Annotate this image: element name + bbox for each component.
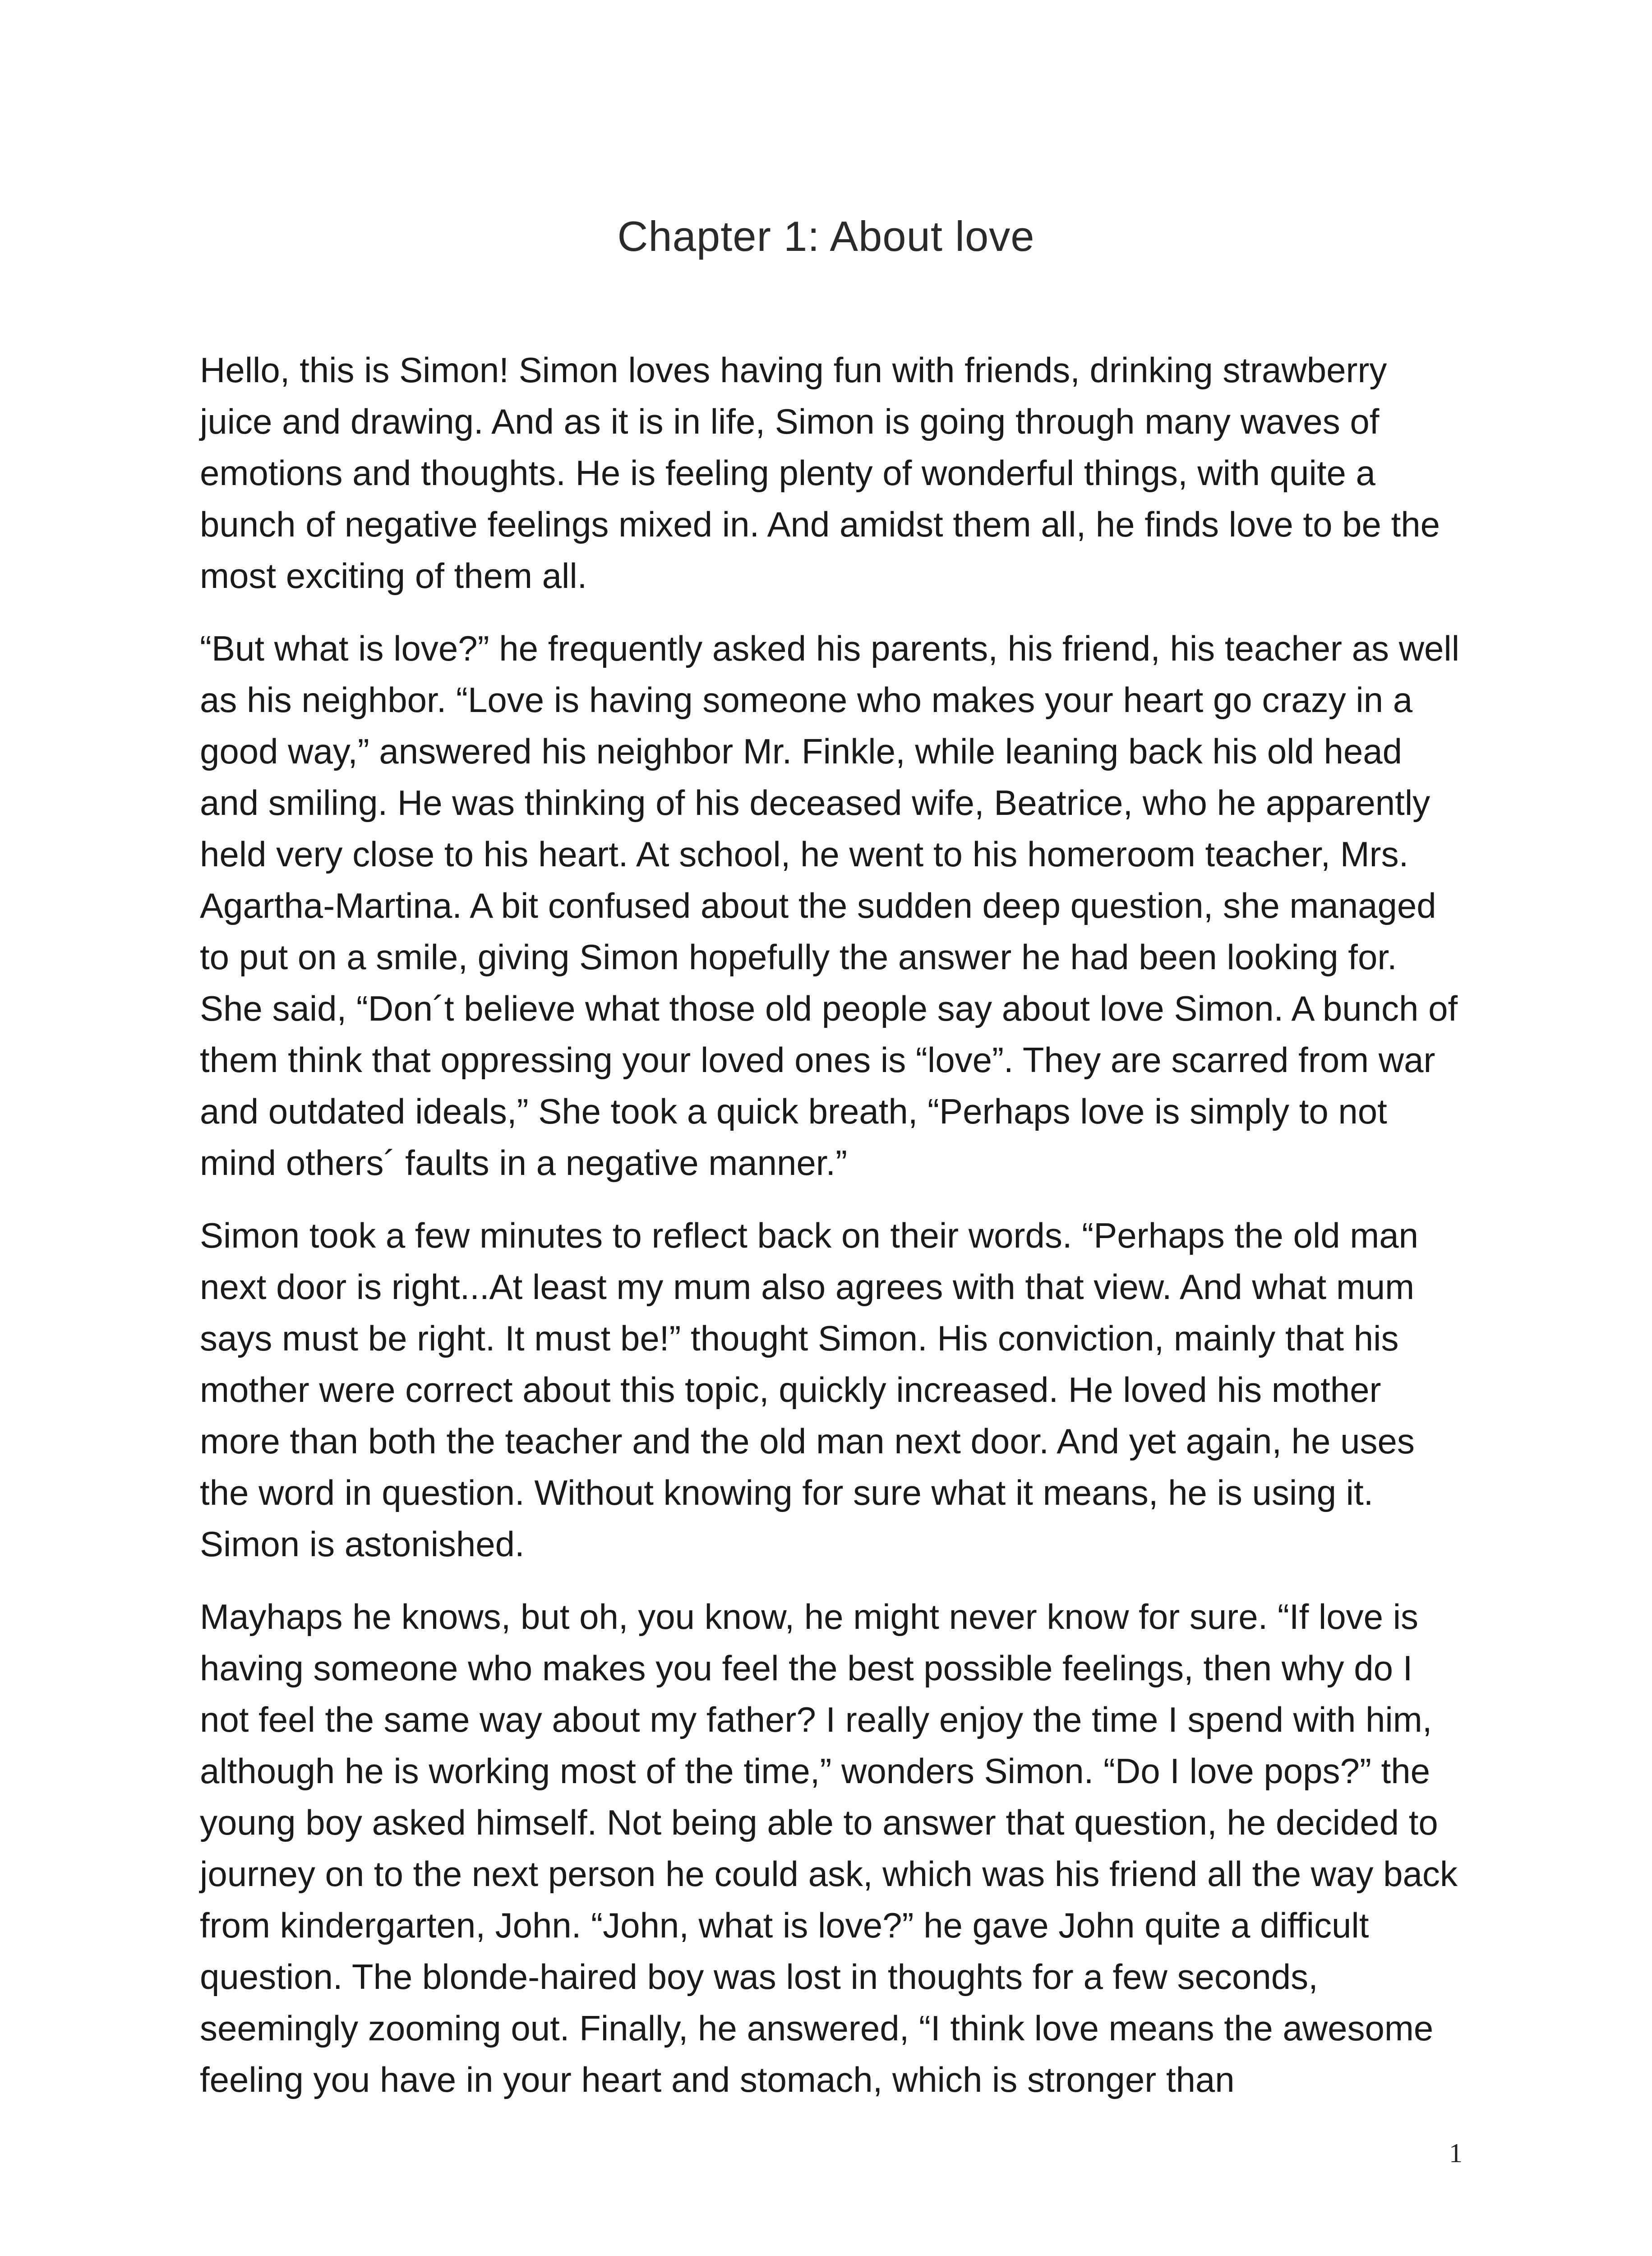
paragraph: Simon took a few minutes to reflect back on their words. “Perhaps the old man next door is right...At least my mum also agrees with that view. And what mum says must be right. It must be!” thought Simon. His conviction, mainly that his mother were correct about this topic, quickly increased. He loved his mother more than both the teacher and the old man next door. And yet again, he uses the word in question. Without knowing for sure what it means, he is using it. Simon is astonished. <box>200 1216 1418 1564</box>
paragraph: Hello, this is Simon! Simon loves having fun with friends, drinking strawberry juice and drawing. And as it is in life, Simon is going through many waves of emotions and thoughts. He is feeling plenty of wonderful things, with quite a bunch of negative feelings mixed in. And amidst them all, he finds love to be the most exciting of them all. <box>200 350 1440 596</box>
paragraph: “But what is love?” he frequently asked his parents, his friend, his teacher as well as his neighbor. “Love is having someone who makes your heart go crazy in a good way,” answered his neighbor Mr. Finkle, while leaning back his old head and smiling. He was thinking of his deceased wife, Beatrice, who he apparently held very close to his heart. At school, he went to his homeroom teacher, Mrs. Agartha-Martina. A bit confused about the sudden deep question, she managed to put on a smile, giving Simon hopefully the answer he had been looking for. She said, “Don´t believe what those old people say about love Simon. A bunch of them think that oppressing your loved ones is “love”. They are scarred from war and outdated ideals,” She took a quick breath, “Perhaps love is simply to not mind others´ faults in a negative manner.” <box>200 629 1460 1183</box>
page-number: 1 <box>1449 2138 1463 2168</box>
chapter-title: Chapter 1: About love <box>617 213 1035 260</box>
paragraph: Mayhaps he knows, but oh, you know, he might never know for sure. “If love is having someone who makes you feel the best possible feelings, then why do I not feel the same way about my father? I really enjoy the time I spend with him, although he is working most of the time,” wonders Simon. “Do I love pops?” the young boy asked himself. Not being able to answer that question, he decided to journey on to the next person he could ask, which was his friend all the way back from kindergarten, John. “John, what is love?” he gave John quite a difficult question. The blonde-haired boy was lost in thoughts for a few seconds, seemingly zooming out. Finally, he answered, “I think love means the awesome feeling you have in your heart and stomach, which is stronger than <box>200 1597 1458 2099</box>
chapter-body <box>200 344 1463 2127</box>
